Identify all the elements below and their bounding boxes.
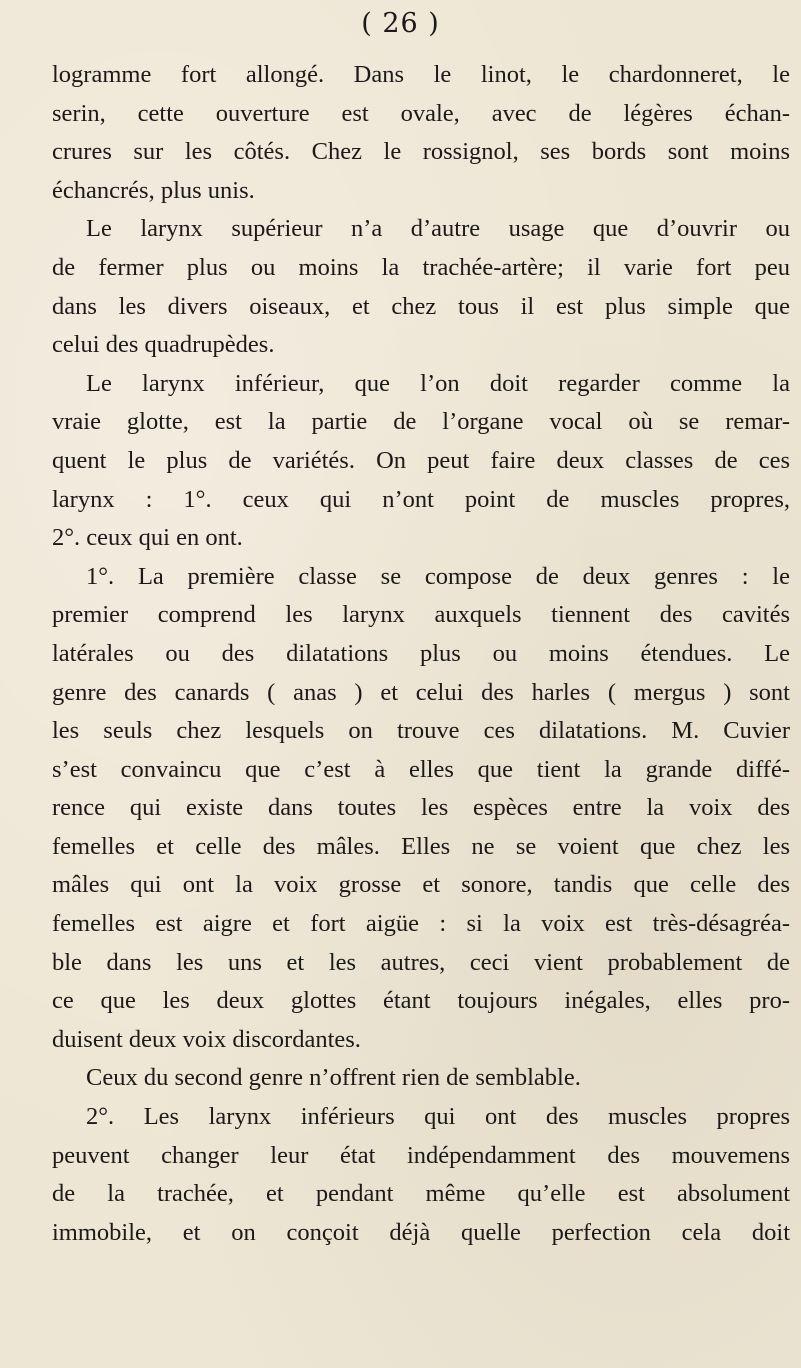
text-line: 1°. La première classe se compose de deux genres : le (86, 562, 790, 590)
text-line: femelles et celle des mâles. Elles ne se voient que chez les (52, 832, 790, 860)
text-line: vraie glotte, est la partie de l’organe vocal où se remar- (52, 408, 790, 436)
text-line: genre des canards ( anas ) et celui des harles ( mergus ) sont (52, 678, 790, 706)
text-line: 2°. Les larynx inférieurs qui ont des muscles propres (86, 1103, 790, 1131)
text-line: dans les divers oiseaux, et chez tous il est plus simple que (52, 292, 790, 320)
text-line: ce que les deux glottes étant toujours inégales, elles pro- (52, 987, 790, 1015)
text-line: les seuls chez lesquels on trouve ces dilatations. M. Cuvier (52, 717, 790, 745)
text-line: crures sur les côtés. Chez le rossignol, ses bords sont moins (52, 138, 790, 166)
text-line: femelles est aigre et fort aigüe : si la voix est très-désagréa- (52, 910, 790, 938)
text-line: larynx : 1°. ceux qui n’ont point de muscles propres, (52, 485, 790, 513)
text-line: Le larynx supérieur n’a d’autre usage que d’ouvrir ou (86, 215, 790, 243)
text-line: Le larynx inférieur, que l’on doit regarder comme la (86, 369, 790, 397)
text-line: s’est convaincu que c’est à elles que tient la grande diffé- (52, 755, 790, 783)
body-text (52, 56, 790, 1252)
text-line: de la trachée, et pendant même qu’elle est absolument (52, 1180, 790, 1208)
text-line: ble dans les uns et les autres, ceci vient probablement de (52, 948, 790, 976)
text-line: 2°. ceux qui en ont. (52, 524, 243, 552)
page-number: ( 26 ) (361, 8, 440, 39)
text-line: rence qui existe dans toutes les espèces entre la voix des (52, 794, 790, 822)
text-line: logramme fort allongé. Dans le linot, le chardonneret, le (52, 61, 790, 88)
text-line: peuvent changer leur état indépendamment des mouvemens (52, 1141, 790, 1169)
text-line: premier comprend les larynx auxquels tiennent des cavités (52, 601, 790, 629)
text-line: Ceux du second genre n’offrent rien de semblable. (86, 1064, 581, 1092)
text-line: celui des quadrupèdes. (52, 331, 275, 359)
text-line: quent le plus de variétés. On peut faire deux classes de ces (52, 446, 790, 474)
text-line: serin, cette ouverture est ovale, avec de légères échan- (52, 99, 790, 127)
text-line: immobile, et on conçoit déjà quelle perfection cela doit (52, 1218, 790, 1246)
text-line: duisent deux voix discordantes. (52, 1025, 361, 1053)
text-line: échancrés, plus unis. (52, 176, 255, 204)
text-line: mâles qui ont la voix grosse et sonore, tandis que celle des (52, 871, 790, 899)
text-line: de fermer plus ou moins la trachée-artère; il varie fort peu (52, 253, 790, 281)
text-line: latérales ou des dilatations plus ou moins étendues. Le (52, 639, 790, 667)
